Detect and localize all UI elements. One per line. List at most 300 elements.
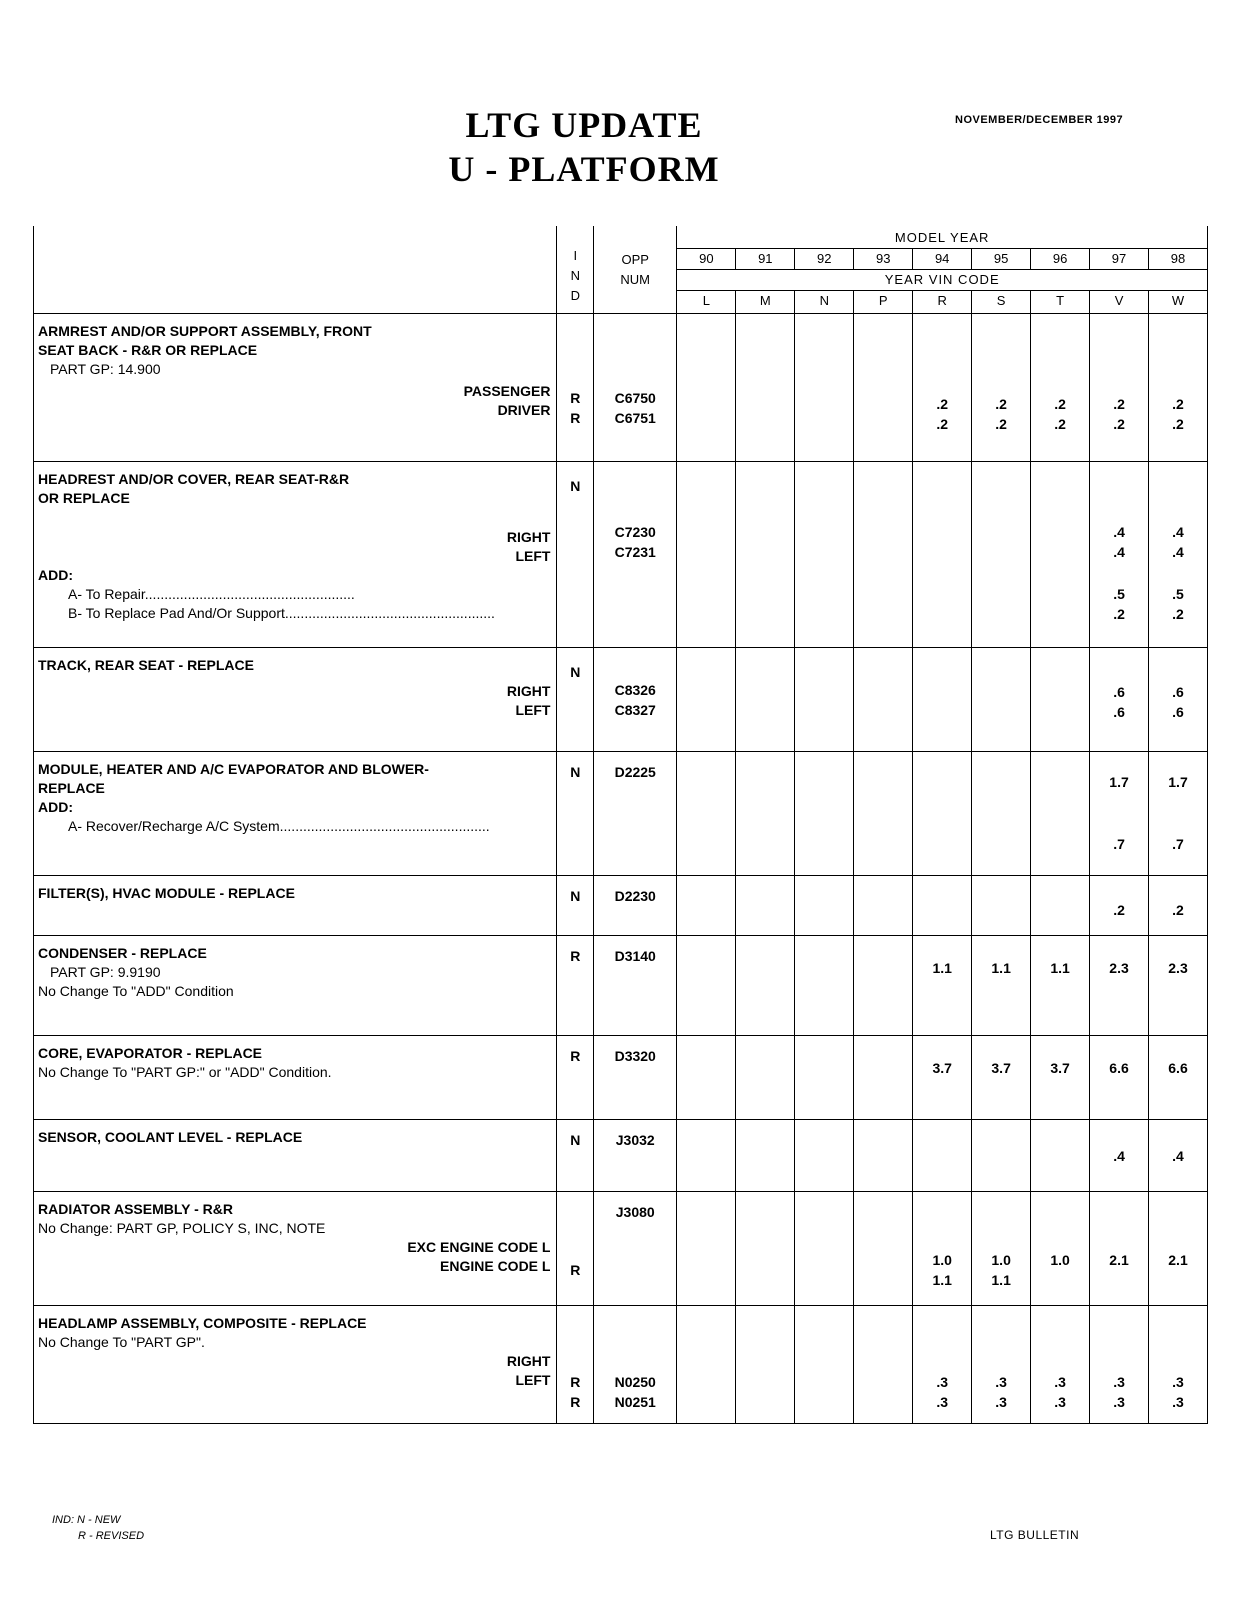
- labor-time-value: 2.3: [1109, 960, 1129, 976]
- labor-time-cell: [795, 314, 854, 462]
- labor-time-cell: [854, 936, 913, 1036]
- labor-time-cell: [736, 1306, 795, 1424]
- labor-time-cell: [913, 314, 972, 462]
- labor-time-cell: [1090, 1306, 1149, 1424]
- add-gap: [795, 792, 853, 834]
- vin-code-L: L: [702, 293, 710, 308]
- leader-dots: ......................................................: [144, 586, 355, 602]
- labor-time-cell: [854, 876, 913, 936]
- labor-time-cell: [854, 752, 913, 876]
- table-row: [34, 936, 1208, 1036]
- labor-time-cell: [972, 648, 1031, 752]
- ind-value: R: [570, 948, 581, 964]
- leader-dots: ......................................................: [279, 818, 490, 834]
- labor-time-value: [677, 1146, 735, 1166]
- labor-time-value: [854, 542, 912, 562]
- labor-time-cell: [736, 936, 795, 1036]
- operation-description: [34, 314, 557, 462]
- labor-time-value: [854, 900, 912, 920]
- labor-time-value: .2: [1113, 902, 1125, 918]
- labor-time-value: .2: [1172, 416, 1184, 432]
- item-label: LEFT: [515, 1372, 551, 1388]
- operation-title: HEADREST AND/OR COVER, REAR SEAT-R&R: [38, 471, 350, 487]
- labor-time-value: [854, 1146, 912, 1166]
- vin-code-N: N: [794, 291, 853, 313]
- labor-time-value: [795, 772, 853, 792]
- add-time-value: .5: [1172, 586, 1184, 602]
- labor-time-value: 1.1: [991, 1272, 1011, 1288]
- add-time-value: .2: [1172, 606, 1184, 622]
- add-time-value: [736, 584, 794, 604]
- ind-value: N: [570, 478, 581, 494]
- opp-header: [594, 226, 677, 314]
- opp-number: J3032: [615, 1132, 655, 1148]
- labor-time-cell: [677, 1306, 736, 1424]
- labor-time-value: .2: [995, 396, 1007, 412]
- labor-time-value: [854, 682, 912, 702]
- operation-title: RADIATOR ASSEMBLY - R&R: [38, 1201, 233, 1217]
- vin-code-M: M: [735, 291, 794, 313]
- labor-time-cell: [736, 1036, 795, 1120]
- table-row: [34, 1120, 1208, 1192]
- labor-time-cell: [1149, 648, 1208, 752]
- add-gap: [1149, 562, 1207, 584]
- add-time-value: [972, 584, 1030, 604]
- labor-time-value: [736, 958, 794, 978]
- labor-time-value: [913, 702, 971, 722]
- labor-time-value: [854, 394, 912, 414]
- labor-time-value: [972, 1146, 1030, 1166]
- labor-time-cell: [1090, 648, 1149, 752]
- table-row: [34, 462, 1208, 648]
- labor-time-cell: [1031, 1036, 1090, 1120]
- add-item: [38, 604, 550, 623]
- add-gap: [1031, 562, 1089, 584]
- labor-time-value: 1.7: [1109, 774, 1129, 790]
- operation-title: FILTER(S), HVAC MODULE - REPLACE: [38, 885, 295, 901]
- add-time-value: [913, 604, 971, 624]
- labor-time-cell: [736, 648, 795, 752]
- bulletin-footer: LTG BULLETIN: [990, 1528, 1080, 1542]
- table-row: [34, 1306, 1208, 1424]
- labor-time-value: .3: [936, 1394, 949, 1410]
- year-97: 97: [1089, 249, 1148, 269]
- labor-time-value: .3: [1113, 1374, 1125, 1390]
- labor-time-value: .3: [1054, 1374, 1066, 1390]
- labor-time-value: .2: [936, 416, 949, 432]
- labor-time-cell: [972, 936, 1031, 1036]
- labor-time-value: [854, 1392, 912, 1412]
- labor-time-cell: [1149, 1036, 1208, 1120]
- item-label: LEFT: [515, 548, 551, 564]
- labor-time-value: [795, 682, 853, 702]
- ind-cell: [557, 876, 594, 936]
- labor-time-value: [913, 522, 971, 542]
- operation-note: No Change To "ADD" Condition: [38, 983, 234, 999]
- labor-time-value: [1031, 900, 1089, 920]
- opp-number: C8327: [614, 702, 656, 718]
- labor-time-cell: [854, 1036, 913, 1120]
- labor-time-value: .2: [1054, 396, 1066, 412]
- labor-time-cell: [972, 1306, 1031, 1424]
- opp-cell: [594, 648, 677, 752]
- labor-time-value: .3: [936, 1374, 949, 1390]
- opp-number: N0251: [614, 1394, 656, 1410]
- labor-time-cell: [1149, 314, 1208, 462]
- operation-title: SENSOR, COOLANT LEVEL - REPLACE: [38, 1129, 303, 1145]
- labor-time-value: [913, 900, 971, 920]
- add-time-value: [854, 584, 912, 604]
- labor-time-cell: [1031, 1120, 1090, 1192]
- vin-code-V: V: [1089, 291, 1148, 313]
- labor-time-value: [795, 958, 853, 978]
- labor-time-value: [677, 1058, 735, 1078]
- ind-value: R: [570, 1262, 581, 1278]
- labor-time-cell: [854, 1306, 913, 1424]
- ind-cell: [557, 936, 594, 1036]
- add-gap: [972, 792, 1030, 834]
- labor-time-value: .4: [1113, 544, 1125, 560]
- labor-time-cell: [913, 1306, 972, 1424]
- add-gap: [677, 562, 735, 584]
- add-label: ADD:: [38, 799, 73, 815]
- add-time-value: .7: [1113, 836, 1125, 852]
- opp-number: N0250: [614, 1374, 656, 1390]
- add-gap: [795, 562, 853, 584]
- operation-title: ARMREST AND/OR SUPPORT ASSEMBLY, FRONT: [38, 323, 372, 339]
- year-96: 96: [1030, 249, 1089, 269]
- opp-cell: [594, 1036, 677, 1120]
- table-row: [34, 1036, 1208, 1120]
- labor-time-value: [795, 1250, 853, 1270]
- labor-time-value: .3: [995, 1374, 1007, 1390]
- labor-time-value: .4: [1172, 524, 1184, 540]
- ind-cell: [557, 1036, 594, 1120]
- bulletin-date: NOVEMBER/DECEMBER 1997: [955, 114, 1124, 126]
- operation-description: [34, 1120, 557, 1192]
- labor-time-value: 2.1: [1168, 1252, 1188, 1268]
- labor-time-value: [736, 542, 794, 562]
- labor-time-value: [736, 1392, 794, 1412]
- labor-time-value: [1031, 682, 1089, 702]
- labor-time-value: 2.3: [1168, 960, 1188, 976]
- item-label: RIGHT: [506, 683, 551, 699]
- operation-note: No Change To "PART GP:" or "ADD" Condition.: [38, 1064, 332, 1080]
- ind-value: R: [570, 390, 581, 406]
- labor-time-cell: [1031, 936, 1090, 1036]
- labor-time-value: [1031, 542, 1089, 562]
- labor-time-value: [795, 542, 853, 562]
- labor-time-cell: [1090, 936, 1149, 1036]
- operation-description: [34, 752, 557, 876]
- labor-time-value: 6.6: [1168, 1060, 1188, 1076]
- opp-cell: [594, 1306, 677, 1424]
- labor-time-cell: [1149, 1120, 1208, 1192]
- ind-value: R: [570, 1048, 581, 1064]
- labor-time-value: [854, 1372, 912, 1392]
- opp-header-opp: OPP: [621, 252, 649, 267]
- labor-time-value: 1.1: [932, 1272, 952, 1288]
- labor-time-value: [677, 1270, 735, 1290]
- ind-header-d: D: [570, 288, 580, 303]
- operation-note: PART GP: 14.900: [50, 361, 161, 377]
- operation-note: PART GP: 9.9190: [50, 964, 161, 980]
- labor-time-cell: [913, 876, 972, 936]
- operation-title: REPLACE: [38, 780, 105, 796]
- labor-time-value: [854, 414, 912, 434]
- item-label: PASSENGER: [463, 383, 551, 399]
- opp-cell: [594, 1192, 677, 1306]
- labor-time-cell: [736, 1120, 795, 1192]
- labor-time-cell: [1090, 1192, 1149, 1306]
- labor-time-value: .4: [1113, 524, 1125, 540]
- labor-time-value: [1090, 1270, 1148, 1290]
- labor-time-cell: [854, 314, 913, 462]
- labor-time-value: [677, 1392, 735, 1412]
- labor-time-value: [736, 1372, 794, 1392]
- vin-code-label: YEAR VIN CODE: [677, 270, 1207, 291]
- labor-time-cell: [972, 752, 1031, 876]
- labor-time-cell: [854, 1120, 913, 1192]
- add-time-value: .5: [1113, 586, 1125, 602]
- labor-time-value: [736, 522, 794, 542]
- labor-time-cell: [1149, 1192, 1208, 1306]
- labor-time-cell: [736, 462, 795, 648]
- labor-time-value: [677, 682, 735, 702]
- labor-time-cell: [677, 462, 736, 648]
- ind-value: R: [570, 410, 581, 426]
- labor-time-value: [795, 1392, 853, 1412]
- add-time-value: [795, 834, 853, 854]
- labor-time-cell: [795, 876, 854, 936]
- ind-cell: [557, 314, 594, 462]
- add-time-value: [736, 604, 794, 624]
- vin-code-row: [677, 291, 1207, 313]
- labor-time-cell: [854, 462, 913, 648]
- labor-time-value: .2: [1054, 416, 1066, 432]
- item-label: RIGHT: [506, 1353, 551, 1369]
- ind-value: N: [570, 664, 581, 680]
- labor-time-value: [854, 958, 912, 978]
- item-label: RIGHT: [506, 529, 551, 545]
- add-time-value: [972, 834, 1030, 854]
- labor-time-value: [795, 1270, 853, 1290]
- year-90: 90: [699, 251, 714, 266]
- opp-number: C6750: [614, 390, 656, 406]
- model-year-header: [677, 226, 1208, 314]
- ind-cell: [557, 1306, 594, 1424]
- add-time-value: [677, 604, 735, 624]
- table-row: [34, 314, 1208, 462]
- labor-time-cell: [677, 936, 736, 1036]
- ind-header-n: N: [570, 268, 580, 283]
- labor-time-value: [854, 1250, 912, 1270]
- labor-time-value: [1149, 1270, 1207, 1290]
- add-time-value: [913, 584, 971, 604]
- labor-time-value: [736, 414, 794, 434]
- labor-time-cell: [795, 462, 854, 648]
- labor-time-value: [795, 522, 853, 542]
- labor-time-value: [1031, 1146, 1089, 1166]
- labor-time-value: 1.0: [1050, 1252, 1070, 1268]
- labor-time-value: [736, 394, 794, 414]
- labor-time-value: [1031, 772, 1089, 792]
- operation-note: No Change To "PART GP".: [38, 1334, 205, 1350]
- labor-time-cell: [677, 314, 736, 462]
- labor-time-cell: [1149, 876, 1208, 936]
- labor-time-cell: [1149, 936, 1208, 1036]
- add-gap: [913, 562, 971, 584]
- labor-time-cell: [1031, 314, 1090, 462]
- add-item-label: A- To Repair: [68, 586, 145, 602]
- labor-time-value: .4: [1113, 1148, 1125, 1164]
- vin-code-S: S: [971, 291, 1030, 313]
- description-header: [34, 226, 557, 314]
- labor-time-cell: [972, 314, 1031, 462]
- add-time-value: [677, 584, 735, 604]
- ind-value: N: [570, 888, 581, 904]
- add-item: [38, 817, 550, 836]
- year-94: 94: [912, 249, 971, 269]
- table-row: [34, 648, 1208, 752]
- labor-time-cell: [736, 314, 795, 462]
- labor-time-cell: [913, 752, 972, 876]
- labor-time-value: [854, 702, 912, 722]
- vin-code-R: R: [912, 291, 971, 313]
- labor-time-value: .3: [1172, 1374, 1184, 1390]
- add-time-value: [854, 604, 912, 624]
- labor-time-value: [795, 1058, 853, 1078]
- labor-time-cell: [736, 1192, 795, 1306]
- model-year-label: MODEL YEAR: [677, 226, 1207, 249]
- labor-time-value: .2: [995, 416, 1007, 432]
- opp-cell: [594, 752, 677, 876]
- labor-time-value: 1.0: [991, 1252, 1011, 1268]
- add-gap: [677, 792, 735, 834]
- labor-time-cell: [795, 936, 854, 1036]
- labor-time-cell: [913, 936, 972, 1036]
- labor-time-value: [1031, 1270, 1089, 1290]
- operation-description: [34, 1036, 557, 1120]
- labor-time-value: [795, 702, 853, 722]
- labor-time-table: [33, 226, 1208, 1424]
- labor-time-value: [913, 682, 971, 702]
- labor-time-cell: [913, 1192, 972, 1306]
- labor-time-value: .4: [1172, 1148, 1184, 1164]
- operation-title: MODULE, HEATER AND A/C EVAPORATOR AND BLOWER-: [38, 761, 429, 777]
- labor-time-value: [795, 394, 853, 414]
- vin-code-T: T: [1030, 291, 1089, 313]
- add-label: ADD:: [38, 567, 73, 583]
- labor-time-value: [677, 1372, 735, 1392]
- add-gap: [913, 792, 971, 834]
- year-91: 91: [735, 249, 794, 269]
- add-time-value: [972, 604, 1030, 624]
- labor-time-value: [795, 1146, 853, 1166]
- opp-cell: [594, 936, 677, 1036]
- labor-time-value: .4: [1172, 544, 1184, 560]
- labor-time-value: [972, 542, 1030, 562]
- labor-time-value: [972, 900, 1030, 920]
- labor-time-cell: [677, 752, 736, 876]
- labor-time-cell: [1031, 876, 1090, 936]
- labor-time-value: .6: [1113, 704, 1125, 720]
- opp-number: D3140: [614, 948, 656, 964]
- labor-time-cell: [795, 1120, 854, 1192]
- labor-time-value: [736, 682, 794, 702]
- labor-time-value: [677, 414, 735, 434]
- operation-title: HEADLAMP ASSEMBLY, COMPOSITE - REPLACE: [38, 1315, 367, 1331]
- labor-time-cell: [854, 1192, 913, 1306]
- add-gap: [736, 792, 794, 834]
- item-label: EXC ENGINE CODE L: [407, 1239, 551, 1255]
- labor-time-cell: [913, 648, 972, 752]
- labor-time-value: [677, 772, 735, 792]
- labor-time-cell: [677, 1120, 736, 1192]
- opp-number: J3080: [615, 1204, 655, 1220]
- vin-code-P: P: [853, 291, 912, 313]
- legend-revised: R - REVISED: [78, 1530, 145, 1542]
- labor-time-value: [854, 522, 912, 542]
- item-label: ENGINE CODE L: [440, 1258, 551, 1274]
- labor-time-value: [913, 772, 971, 792]
- operation-description: [34, 648, 557, 752]
- labor-time-value: 1.7: [1168, 774, 1188, 790]
- labor-time-value: [972, 522, 1030, 542]
- opp-number: C8326: [614, 682, 656, 698]
- labor-time-value: [736, 1270, 794, 1290]
- labor-time-value: [736, 1146, 794, 1166]
- labor-time-value: [913, 542, 971, 562]
- ind-header-i: I: [573, 248, 578, 263]
- labor-time-value: [972, 682, 1030, 702]
- labor-time-value: .2: [1113, 416, 1125, 432]
- add-time-value: .7: [1172, 836, 1184, 852]
- labor-time-value: [1031, 702, 1089, 722]
- opp-number: C7230: [614, 524, 656, 540]
- labor-time-cell: [795, 1306, 854, 1424]
- labor-time-cell: [1149, 462, 1208, 648]
- labor-time-cell: [677, 1036, 736, 1120]
- operation-description: [34, 876, 557, 936]
- labor-time-value: [736, 1250, 794, 1270]
- labor-time-value: 3.7: [1050, 1060, 1070, 1076]
- labor-time-value: .3: [1113, 1394, 1125, 1410]
- labor-time-value: [972, 702, 1030, 722]
- add-time-value: [854, 834, 912, 854]
- labor-time-value: 3.7: [932, 1060, 952, 1076]
- operation-description: [34, 1306, 557, 1424]
- add-gap: [972, 562, 1030, 584]
- ind-legend: [52, 1512, 144, 1544]
- add-time-value: [1031, 584, 1089, 604]
- ind-value: N: [570, 1132, 581, 1148]
- items-spacer: [38, 675, 550, 682]
- labor-time-cell: [1149, 1306, 1208, 1424]
- add-time-value: [1031, 604, 1089, 624]
- labor-time-value: .2: [1172, 396, 1184, 412]
- labor-time-value: 1.1: [1050, 960, 1070, 976]
- labor-time-value: .2: [1113, 396, 1125, 412]
- ind-cell: [557, 1120, 594, 1192]
- labor-time-value: [795, 1372, 853, 1392]
- opp-header-num: NUM: [620, 272, 651, 287]
- labor-time-value: [677, 542, 735, 562]
- leader-dots: ......................................................: [284, 605, 495, 621]
- labor-time-cell: [736, 752, 795, 876]
- labor-time-cell: [795, 1192, 854, 1306]
- operation-title: CORE, EVAPORATOR - REPLACE: [38, 1045, 263, 1061]
